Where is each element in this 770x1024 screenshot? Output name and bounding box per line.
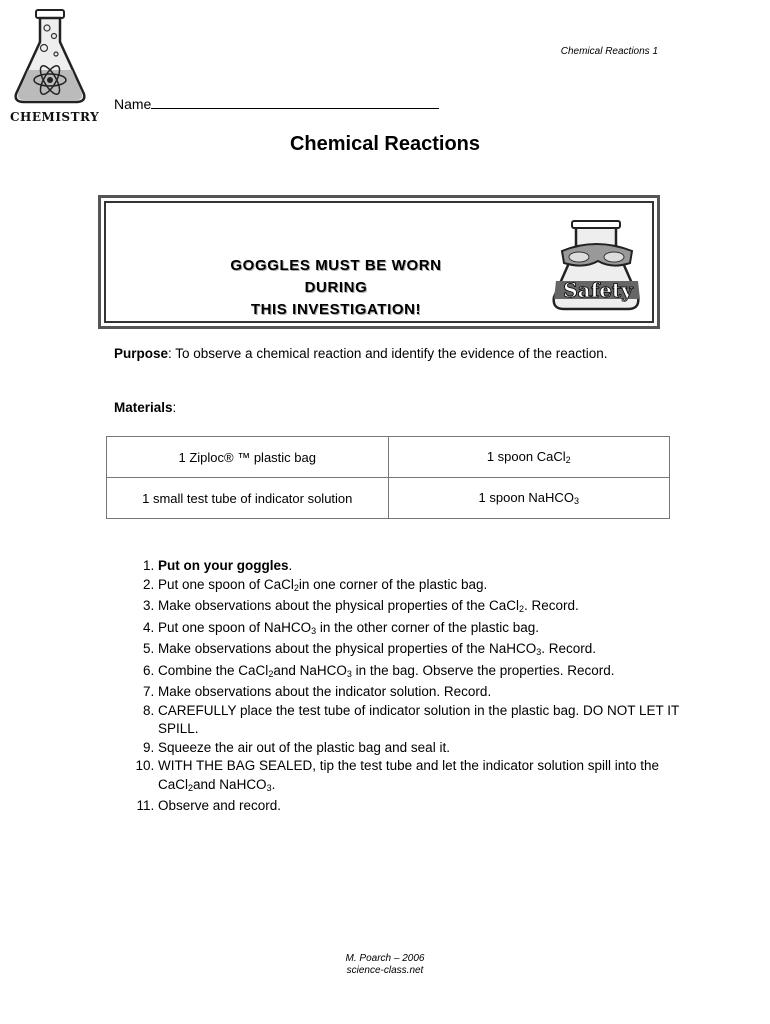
materials-heading: Materials: — [114, 400, 177, 415]
name-field[interactable] — [114, 96, 439, 112]
list-item — [122, 640, 682, 662]
step-number: 7. — [142, 684, 158, 699]
step-number: 5. — [142, 641, 158, 656]
table-cell: 1 spoon NaHCO$_3$ — [388, 478, 670, 519]
step-text: Combine the CaCl$_2$and NaHCO$_3$ in the bag. Observe the properties. Record. — [158, 662, 615, 679]
page-title: Chemical Reactions — [289, 133, 481, 155]
step-number: 2. — [142, 576, 158, 592]
name-label: Name — [114, 96, 152, 112]
page-label: Chemical Reactions 1 — [560, 46, 658, 57]
step-text: Observe and record. — [158, 798, 282, 813]
step-number: 4. — [142, 619, 158, 635]
purpose-label: Purpose — [114, 346, 169, 361]
goggles-warning — [206, 255, 466, 321]
list-item — [122, 597, 682, 619]
table-row — [107, 437, 670, 478]
footer — [0, 953, 770, 977]
safety-box-inner — [104, 201, 654, 323]
list-item — [122, 739, 682, 758]
step-number: 3. — [142, 598, 158, 613]
step-text: Put one spoon of CaCl$_2$in one corner of the plastic bag. — [158, 576, 488, 593]
step-number: 6. — [142, 662, 158, 678]
list-item — [122, 757, 682, 797]
name-underline[interactable] — [151, 96, 439, 109]
step-text: Put one spoon of NaHCO$_3$ in the other corner of the plastic bag. — [158, 619, 539, 636]
safety-box — [98, 195, 660, 329]
step-text: Make observations about the indicator solution. Record. — [158, 684, 492, 699]
step-text: Make observations about the physical properties of the CaCl$_2$. Record. — [158, 598, 579, 614]
list-item — [122, 619, 682, 641]
warning-line-2: THIS INVESTIGATION! — [250, 301, 422, 318]
step-text: Make observations about the physical properties of the NaHCO$_3$. Record. — [158, 641, 596, 657]
list-item — [122, 576, 682, 598]
materials-table — [106, 436, 670, 519]
table-cell: 1 spoon CaCl$_2$ — [388, 437, 670, 478]
step-number: 11. — [136, 798, 158, 813]
table-cell: 1 Ziploc® ™ plastic bag — [107, 437, 389, 478]
step-text: Put on your goggles. — [158, 558, 293, 573]
step-number: 10. — [135, 758, 158, 773]
step-text: Squeeze the air out of the plastic bag and seal it. — [158, 739, 450, 755]
list-item — [122, 797, 682, 816]
table-cell: 1 small test tube of indicator solution — [107, 478, 389, 519]
step-text: CAREFULLY place the test tube of indicator solution in the plastic bag. DO NOT LET IT SPILL. — [158, 702, 680, 736]
chemistry-logo — [10, 8, 100, 124]
footer-author: M. Poarch – 2006 — [345, 953, 425, 964]
list-item — [122, 683, 682, 702]
safety-goggles-icon — [546, 217, 646, 317]
warning-line-1: GOGGLES MUST BE WORN DURING — [230, 257, 442, 296]
procedure-list — [122, 557, 682, 816]
step-number: 1. — [142, 558, 158, 573]
flask-icon — [10, 8, 90, 108]
step-text: WITH THE BAG SEALED, tip the test tube and let the indicator solution spill into the CaCl$_2$and NaHCO$_3$. — [158, 758, 659, 793]
safety-logo-text: Safety — [563, 278, 633, 302]
footer-site: science-class.net — [346, 965, 424, 976]
purpose-text: : To observe a chemical reaction and identify the evidence of the reaction. — [168, 346, 608, 361]
logo-text: CHEMISTRY — [10, 110, 100, 124]
list-item — [122, 662, 682, 684]
step-number: 8. — [142, 702, 158, 718]
purpose-section — [114, 344, 634, 363]
step-number: 9. — [142, 739, 158, 755]
list-item — [122, 702, 682, 739]
materials-label: Materials — [114, 400, 173, 415]
table-row — [107, 478, 670, 519]
list-item — [122, 557, 682, 576]
